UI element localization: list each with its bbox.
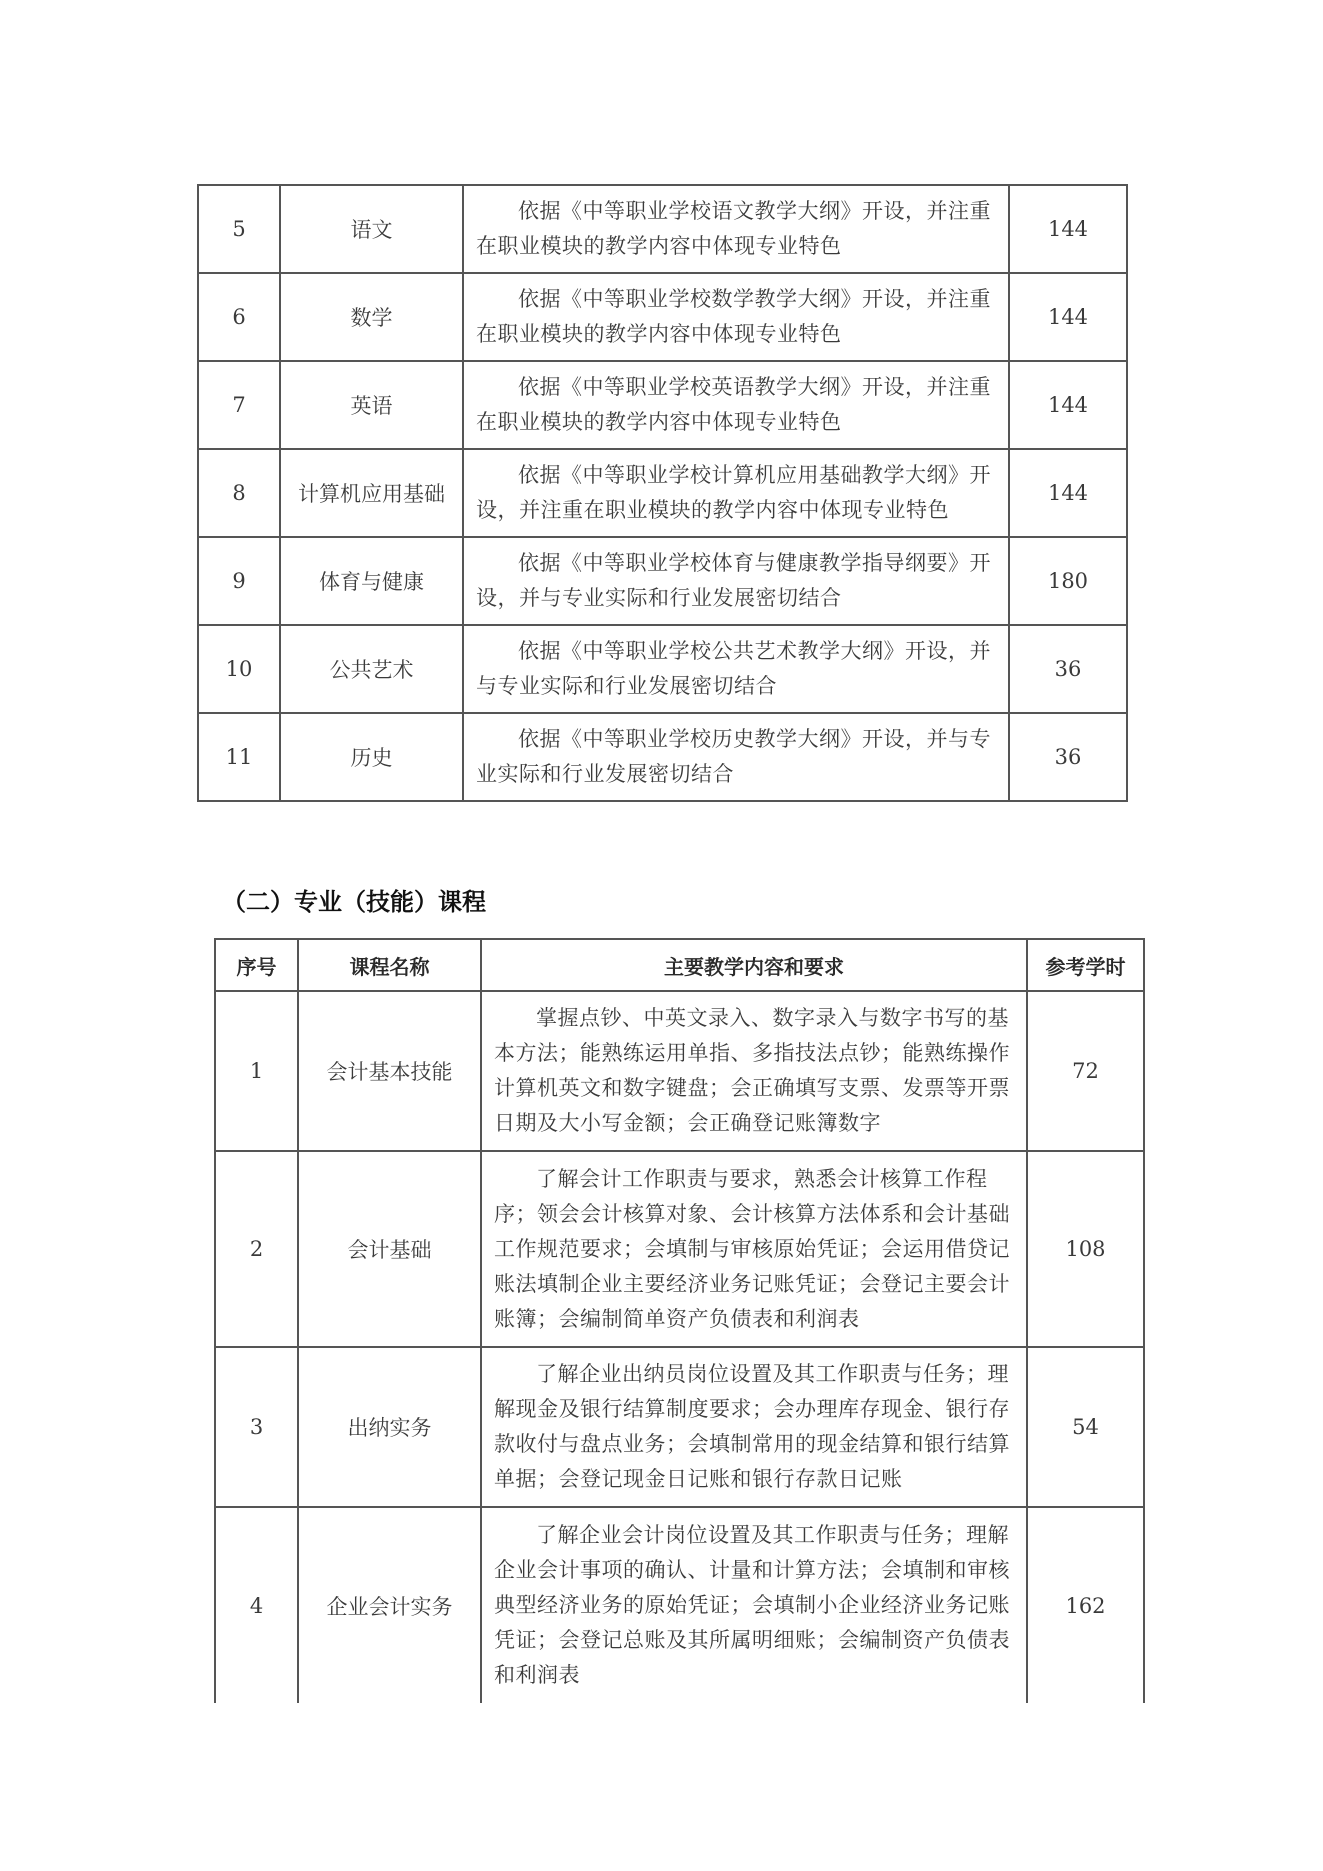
course-number: 6 bbox=[198, 273, 280, 361]
course-name: 历史 bbox=[280, 713, 463, 801]
table-row bbox=[198, 449, 1127, 537]
section-heading: （二）专业（技能）课程 bbox=[222, 888, 486, 916]
course-hours: 108 bbox=[1027, 1151, 1144, 1347]
course-description: 依据《中等职业学校数学教学大纲》开设，并注重在职业模块的教学内容中体现专业特色 bbox=[463, 273, 1009, 361]
course-name: 英语 bbox=[280, 361, 463, 449]
course-number: 2 bbox=[215, 1151, 298, 1347]
table-row bbox=[198, 625, 1127, 713]
table-row bbox=[198, 185, 1127, 273]
course-description: 依据《中等职业学校计算机应用基础教学大纲》开设，并注重在职业模块的教学内容中体现专业特色 bbox=[463, 449, 1009, 537]
course-number: 10 bbox=[198, 625, 280, 713]
course-number: 11 bbox=[198, 713, 280, 801]
course-hours: 54 bbox=[1027, 1347, 1144, 1507]
course-number: 3 bbox=[215, 1347, 298, 1507]
course-number: 4 bbox=[215, 1507, 298, 1703]
course-hours: 72 bbox=[1027, 991, 1144, 1151]
course-description: 了解会计工作职责与要求，熟悉会计核算工作程序；领会会计核算对象、会计核算方法体系和会计基础工作规范要求；会填制与审核原始凭证；会运用借贷记账法填制企业主要经济业务记账凭证；会登记主要会计账簿；会编制简单资产负债表和利润表 bbox=[481, 1151, 1027, 1347]
course-name: 语文 bbox=[280, 185, 463, 273]
course-description: 了解企业出纳员岗位设置及其工作职责与任务；理解现金及银行结算制度要求；会办理库存现金、银行存款收付与盘点业务；会填制常用的现金结算和银行结算单据；会登记现金日记账和银行存款日记账 bbox=[481, 1347, 1027, 1507]
course-name: 计算机应用基础 bbox=[280, 449, 463, 537]
course-name: 企业会计实务 bbox=[298, 1507, 481, 1703]
course-name: 出纳实务 bbox=[298, 1347, 481, 1507]
course-number: 7 bbox=[198, 361, 280, 449]
table-row bbox=[215, 1347, 1144, 1507]
course-name: 会计基本技能 bbox=[298, 991, 481, 1151]
course-name: 体育与健康 bbox=[280, 537, 463, 625]
course-description: 依据《中等职业学校语文教学大纲》开设，并注重在职业模块的教学内容中体现专业特色 bbox=[463, 185, 1009, 273]
course-description: 掌握点钞、中英文录入、数字录入与数字书写的基本方法；能熟练运用单指、多指技法点钞；能熟练操作计算机英文和数字键盘；会正确填写支票、发票等开票日期及大小写金额；会正确登记账簿数字 bbox=[481, 991, 1027, 1151]
course-number: 9 bbox=[198, 537, 280, 625]
course-description: 依据《中等职业学校历史教学大纲》开设，并与专业实际和行业发展密切结合 bbox=[463, 713, 1009, 801]
course-name: 数学 bbox=[280, 273, 463, 361]
course-description: 依据《中等职业学校公共艺术教学大纲》开设，并与专业实际和行业发展密切结合 bbox=[463, 625, 1009, 713]
public-course-table bbox=[197, 184, 1128, 802]
course-description: 依据《中等职业学校英语教学大纲》开设，并注重在职业模块的教学内容中体现专业特色 bbox=[463, 361, 1009, 449]
course-name: 公共艺术 bbox=[280, 625, 463, 713]
table-row bbox=[198, 713, 1127, 801]
course-hours: 36 bbox=[1009, 625, 1127, 713]
header-hours: 参考学时 bbox=[1027, 939, 1144, 991]
header-course-name: 课程名称 bbox=[298, 939, 481, 991]
course-hours: 162 bbox=[1027, 1507, 1144, 1703]
course-hours: 180 bbox=[1009, 537, 1127, 625]
table-row bbox=[215, 1507, 1144, 1703]
course-description: 依据《中等职业学校体育与健康教学指导纲要》开设，并与专业实际和行业发展密切结合 bbox=[463, 537, 1009, 625]
course-hours: 144 bbox=[1009, 361, 1127, 449]
course-number: 8 bbox=[198, 449, 280, 537]
table-row bbox=[215, 991, 1144, 1151]
course-hours: 144 bbox=[1009, 449, 1127, 537]
table-header-row bbox=[215, 939, 1144, 991]
table-row bbox=[215, 1151, 1144, 1347]
table-row bbox=[198, 361, 1127, 449]
course-hours: 144 bbox=[1009, 185, 1127, 273]
header-number: 序号 bbox=[215, 939, 298, 991]
course-hours: 144 bbox=[1009, 273, 1127, 361]
header-content: 主要教学内容和要求 bbox=[481, 939, 1027, 991]
table-row bbox=[198, 537, 1127, 625]
professional-course-table bbox=[214, 938, 1145, 1703]
course-hours: 36 bbox=[1009, 713, 1127, 801]
course-number: 1 bbox=[215, 991, 298, 1151]
course-name: 会计基础 bbox=[298, 1151, 481, 1347]
course-description: 了解企业会计岗位设置及其工作职责与任务；理解企业会计事项的确认、计量和计算方法；会填制和审核典型经济业务的原始凭证；会填制小企业经济业务记账凭证；会登记总账及其所属明细账；会编制资产负债表和利润表 bbox=[481, 1507, 1027, 1703]
table-row bbox=[198, 273, 1127, 361]
course-number: 5 bbox=[198, 185, 280, 273]
